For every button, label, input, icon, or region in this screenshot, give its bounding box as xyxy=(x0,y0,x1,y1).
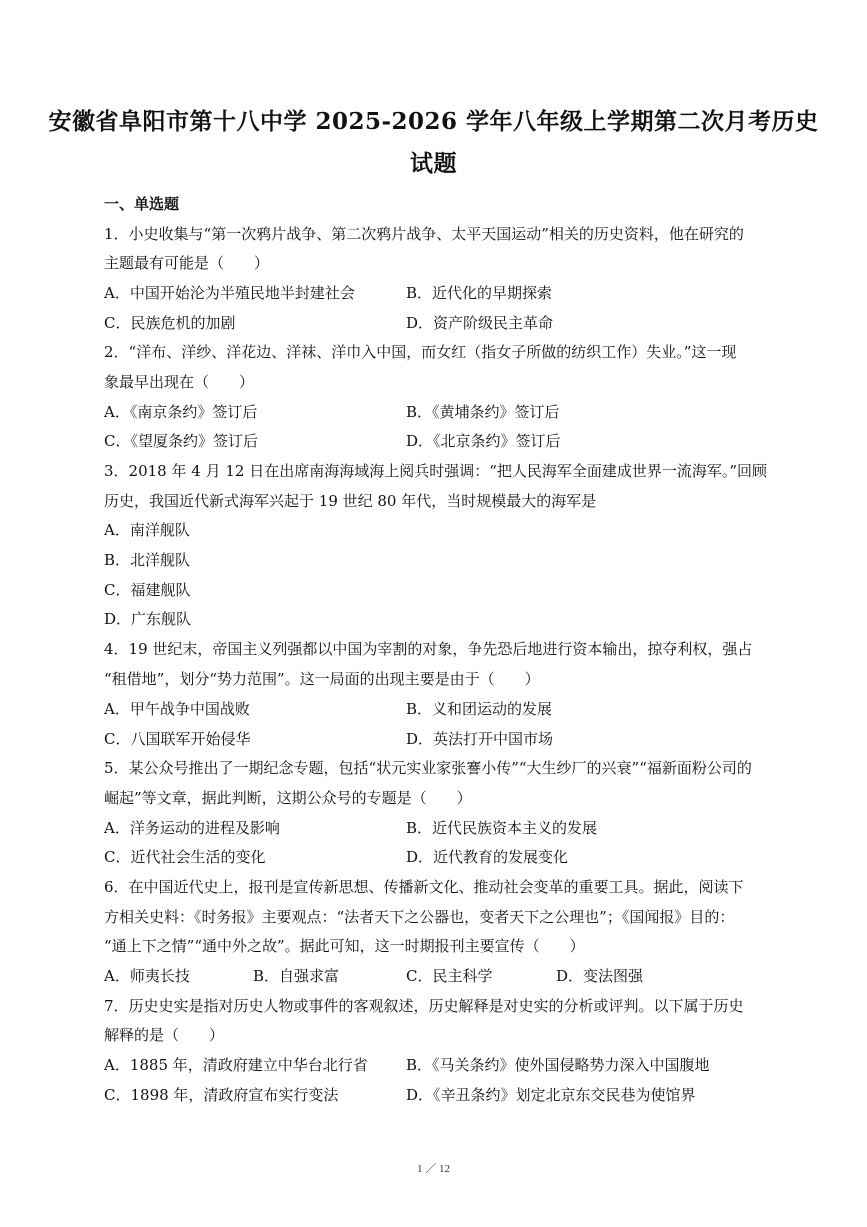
question-7-text-line2: 解释的是（ ） xyxy=(104,1026,225,1044)
question-1-option-d: D．资产阶级民主革命 xyxy=(406,314,554,332)
question-6-option-b: B．自强求富 xyxy=(253,967,340,985)
question-4-option-b: B．义和团运动的发展 xyxy=(406,700,553,718)
question-5-option-b: B．近代民族资本主义的发展 xyxy=(406,819,598,837)
question-2-option-b: B．《黄埔条约》签订后 xyxy=(406,403,560,421)
question-4-option-c: C．八国联军开始侵华 xyxy=(104,730,251,748)
question-5-text-line2: 崛起”等文章，据此判断，这期公众号的专题是（ ） xyxy=(104,789,472,807)
question-7-option-d: D．《辛丑条约》划定北京东交民巷为使馆界 xyxy=(406,1086,696,1104)
question-5-text-line1: 5．某公众号推出了一期纪念专题，包括“状元实业家张謇小传”“大生纱厂的兴衰”“福新面粉公司的 xyxy=(104,759,752,777)
question-4-text-line1: 4．19 世纪末，帝国主义列强都以中国为宰割的对象，争先恐后地进行资本输出，掠夺利权，强占 xyxy=(104,640,753,658)
question-4-option-d: D．英法打开中国市场 xyxy=(406,730,554,748)
question-2-text-line1: 2．“洋布、洋纱、洋花边、洋袜、洋巾入中国，而女红（指女子所做的纺织工作）失业。”这一现 xyxy=(104,343,737,361)
question-6-text-line2: 方相关史料：《时务报》主要观点：“法者天下之公器也，变者天下之公理也”；《国闻报》目的： xyxy=(104,908,735,926)
section-heading: 一、单选题 xyxy=(104,195,180,213)
question-5-option-a: A．洋务运动的进程及影响 xyxy=(104,819,280,837)
question-6-option-d: D．变法图强 xyxy=(556,967,644,985)
question-2-text-line2: 象最早出现在（ ） xyxy=(104,373,255,391)
question-2-option-d: D．《北京条约》签订后 xyxy=(406,432,561,450)
question-1-option-a: A．中国开始沦为半殖民地半封建社会 xyxy=(104,284,355,302)
question-7-option-c: C．1898 年，清政府宣布实行变法 xyxy=(104,1086,339,1104)
document-title-line1: 安徽省阜阳市第十八中学 2025-2026 学年八年级上学期第二次月考历史 xyxy=(48,108,819,135)
question-1-text-line2: 主题最有可能是（ ） xyxy=(104,254,270,272)
question-2-option-c: C．《望厦条约》签订后 xyxy=(104,432,258,450)
question-4-text-line2: “租借地”，划分“势力范围”。这一局面的出现主要是由于（ ） xyxy=(104,670,540,688)
question-6-text-line3: “通上下之情”“通中外之故”。据此可知，这一时期报刊主要宣传（ ） xyxy=(104,937,585,955)
question-4-option-a: A．甲午战争中国战败 xyxy=(104,700,250,718)
question-3-option-c: C．福建舰队 xyxy=(104,581,191,599)
question-7-option-a: A．1885 年，清政府建立中华台北行省 xyxy=(104,1056,368,1074)
document-title-line2: 试题 xyxy=(410,150,457,177)
question-2-option-a: A．《南京条约》签订后 xyxy=(104,403,258,421)
question-3-text-line1: 3．2018 年 4 月 12 日在出席南海海域海上阅兵时强调：“把人民海军全面建成世界一流海军。”回顾 xyxy=(104,462,768,480)
question-7-option-b: B．《马关条约》使外国侵略势力深入中国腹地 xyxy=(406,1056,710,1074)
question-1-option-c: C．民族危机的加剧 xyxy=(104,314,236,332)
question-1-text-line1: 1．小史收集与“第一次鸦片战争、第二次鸦片战争、太平天国运动”相关的历史资料，他在研究的 xyxy=(104,225,744,243)
question-3-text-line2: 历史，我国近代新式海军兴起于 19 世纪 80 年代，当时规模最大的海军是 xyxy=(104,492,597,510)
question-1-option-b: B．近代化的早期探索 xyxy=(406,284,553,302)
question-7-text-line1: 7．历史史实是指对历史人物或事件的客观叙述，历史解释是对史实的分析或评判。以下属于历史 xyxy=(104,997,744,1015)
question-3-option-d: D．广东舰队 xyxy=(104,610,192,628)
question-6-option-c: C．民主科学 xyxy=(406,967,493,985)
question-3-option-a: A．南洋舰队 xyxy=(104,521,190,539)
question-6-text-line1: 6．在中国近代史上，报刊是宣传新思想、传播新文化、推动社会变革的重要工具。据此，阅读下 xyxy=(104,878,744,896)
page-number: 1 ／ 12 xyxy=(417,1163,450,1175)
question-5-option-c: C．近代社会生活的变化 xyxy=(104,848,266,866)
question-5-option-d: D．近代教育的发展变化 xyxy=(406,848,569,866)
question-3-option-b: B．北洋舰队 xyxy=(104,551,191,569)
question-6-option-a: A．师夷长技 xyxy=(104,967,190,985)
